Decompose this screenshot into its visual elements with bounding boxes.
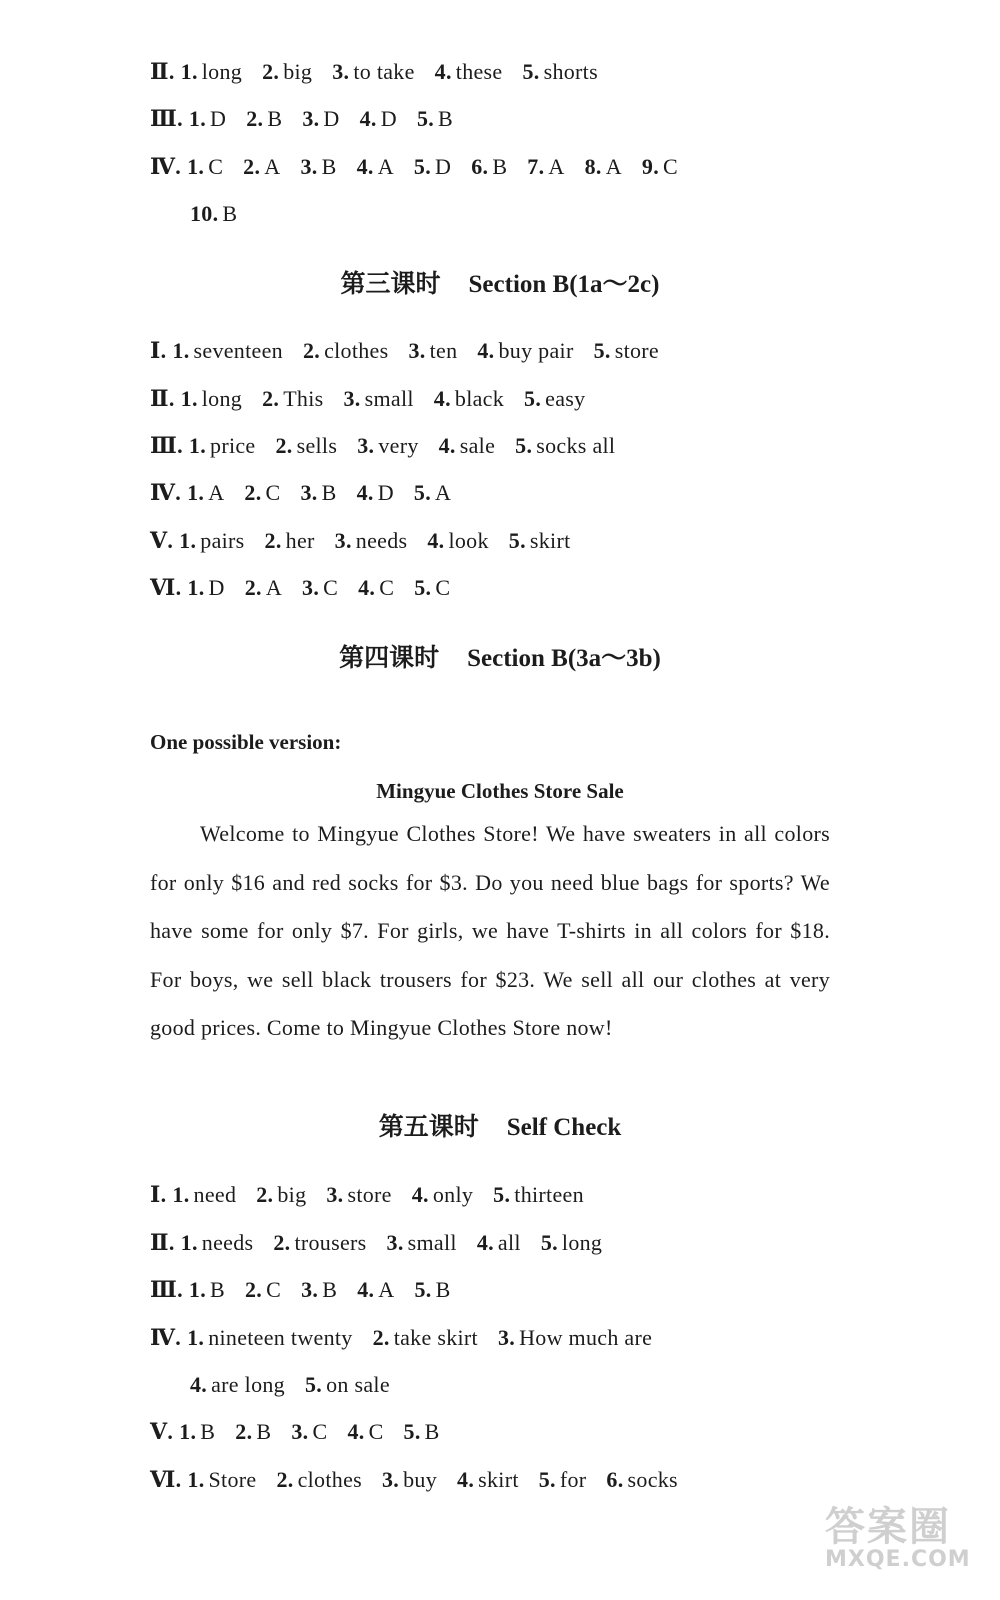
answer-text: small: [364, 386, 414, 411]
answer-item: [187, 154, 223, 179]
answer-number: 1.: [187, 154, 205, 179]
answer-text: skirt: [478, 1467, 519, 1492]
answer-number: 1.: [188, 1277, 207, 1302]
answer-item: [498, 1325, 652, 1350]
top-row-2: [150, 58, 618, 86]
answer-number: 2.: [243, 154, 261, 179]
answer-text: price: [210, 433, 256, 458]
top-row-4: [150, 153, 698, 181]
answer-text: C: [323, 575, 339, 600]
answer-item: [493, 1182, 584, 1207]
roman-numeral: Ⅲ.: [150, 433, 183, 458]
answer-text: skirt: [529, 528, 571, 553]
answer-number: 3.: [497, 1325, 516, 1350]
answer-number: 2.: [262, 386, 280, 411]
answer-text: for: [559, 1467, 587, 1492]
answer-text: A: [435, 480, 452, 505]
answer-number: 5.: [515, 433, 533, 458]
answer-number: 4.: [477, 338, 495, 363]
essay-body: Welcome to Mingyue Clothes Store! We have sweaters in all colors for only $16 and red socks for $3. Do you need blue bags for sports? We have some for only $7. For girls, we have T-shirts in all colors for $18. For boys, we sell black trousers for $23. We sell all our clothes at very good prices. Come to Mingyue Clothes Store now!: [150, 821, 830, 1040]
answer-number: 1.: [188, 433, 207, 458]
answer-text: all: [497, 1230, 521, 1255]
answer-number: 2.: [244, 480, 262, 505]
answer-text: D: [208, 575, 225, 600]
roman-numeral: Ⅳ.: [150, 480, 182, 505]
answer-number: 4.: [433, 386, 451, 411]
answer-number: 5.: [413, 480, 431, 505]
section4-heading-cn: 第四课时: [339, 643, 440, 672]
answer-text: C: [663, 154, 679, 179]
answer-item: [273, 1230, 366, 1255]
essay-title: Mingyue Clothes Store Sale: [376, 779, 624, 803]
answer-item: [606, 1467, 678, 1492]
answer-number: 4.: [457, 1467, 475, 1492]
answer-item: [344, 386, 414, 411]
answer-number: 4.: [356, 154, 374, 179]
answer-item: [541, 1230, 602, 1255]
roman-numeral: Ⅰ.: [150, 338, 167, 363]
answer-text: C: [266, 1277, 282, 1302]
answer-text: C: [379, 575, 395, 600]
answer-text: are long: [211, 1372, 285, 1397]
roman-numeral: Ⅱ.: [150, 1230, 175, 1255]
answer-text: A: [264, 154, 281, 179]
answer-number: 5.: [493, 1182, 511, 1207]
answer-number: 1.: [180, 1230, 198, 1255]
answer-item: [477, 338, 573, 363]
answer-item: [427, 528, 488, 553]
answer-item: [244, 480, 280, 505]
section3-row-3: [150, 432, 635, 460]
answer-item: [190, 1372, 285, 1397]
roman-numeral: Ⅳ.: [150, 1325, 182, 1350]
answer-item: [301, 1277, 337, 1302]
answer-item: [404, 1419, 440, 1444]
answer-text: socks all: [536, 433, 616, 458]
answer-item: [412, 1182, 473, 1207]
answer-text: D: [323, 106, 340, 131]
answer-text: store: [347, 1182, 392, 1207]
answer-item: [303, 338, 389, 363]
answer-item: [189, 433, 256, 458]
answer-text: This: [283, 386, 324, 411]
answer-item: [181, 386, 242, 411]
answer-text: big: [283, 59, 313, 84]
section5-row-6: [150, 1466, 698, 1494]
answer-text: D: [377, 480, 394, 505]
answer-text: store: [614, 338, 659, 363]
answer-number: 3.: [301, 1277, 319, 1302]
answer-item: [235, 1419, 271, 1444]
answer-number: 4.: [411, 1182, 429, 1207]
answer-text: long: [561, 1230, 603, 1255]
answer-text: D: [435, 154, 452, 179]
answer-item: [382, 1467, 437, 1492]
answer-number: 3.: [343, 386, 361, 411]
answer-item: [515, 433, 615, 458]
answer-item: [594, 338, 659, 363]
answer-item: [358, 575, 394, 600]
answer-item: [373, 1325, 478, 1350]
answer-text: B: [210, 1277, 225, 1302]
answer-text: B: [492, 154, 508, 179]
answer-number: 5.: [414, 575, 432, 600]
answer-item: [439, 433, 496, 458]
answer-number: 4.: [356, 480, 374, 505]
answer-item: [414, 480, 451, 505]
answer-number: 2.: [264, 528, 282, 553]
section5-heading: [0, 1111, 1000, 1144]
answer-text: clothes: [324, 338, 389, 363]
answer-item: [305, 1372, 390, 1397]
answer-text: pairs: [200, 528, 245, 553]
roman-numeral: Ⅳ.: [150, 154, 182, 179]
answer-number: 1.: [180, 59, 198, 84]
answer-item: [457, 1467, 519, 1492]
answer-text: B: [256, 1419, 272, 1444]
answer-number: 1.: [187, 480, 205, 505]
answer-text: C: [265, 480, 281, 505]
section4-heading-en: Section B(3a～3b): [467, 645, 661, 672]
answer-text: B: [267, 106, 283, 131]
answer-number: 5.: [522, 59, 540, 84]
roman-numeral: Ⅲ.: [150, 106, 183, 131]
possible-version-label: One possible version:: [150, 730, 342, 754]
answer-item: [585, 154, 622, 179]
answer-item: [527, 154, 564, 179]
answer-text: sale: [459, 433, 496, 458]
answer-text: B: [321, 480, 337, 505]
answer-number: 4.: [357, 1277, 375, 1302]
answer-number: 5.: [538, 1467, 556, 1492]
answer-item: [387, 1230, 457, 1255]
answer-number: 3.: [300, 480, 318, 505]
answer-number: 4.: [347, 1419, 365, 1444]
answer-item: [291, 1419, 327, 1444]
answer-item: [187, 480, 224, 505]
section3-row-6: [150, 574, 470, 602]
answer-number: 2.: [275, 433, 293, 458]
answer-item: [265, 528, 315, 553]
answer-item: [414, 575, 450, 600]
answer-item: [357, 154, 394, 179]
answer-item: [246, 106, 282, 131]
answer-text: black: [454, 386, 505, 411]
answer-text: clothes: [297, 1467, 362, 1492]
answer-number: 10.: [190, 201, 219, 226]
answer-text: very: [378, 433, 419, 458]
section3-heading-en: Section B(1a～2c): [468, 271, 660, 298]
answer-number: 5.: [403, 1419, 421, 1444]
answer-text: buy: [403, 1467, 438, 1492]
watermark-url: MXQE.COM: [825, 1547, 971, 1572]
answer-text: A: [377, 154, 394, 179]
answer-text: needs: [201, 1230, 254, 1255]
answer-number: 1.: [188, 106, 207, 131]
answer-number: 1.: [180, 386, 198, 411]
answer-number: 4.: [190, 1372, 208, 1397]
answer-text: A: [605, 154, 622, 179]
answer-item: [262, 59, 312, 84]
answer-number: 2.: [256, 1182, 274, 1207]
answer-text: A: [378, 1277, 395, 1302]
answer-item: [302, 106, 339, 131]
answer-text: C: [312, 1419, 328, 1444]
answer-number: 4.: [358, 575, 376, 600]
answer-item: [172, 338, 283, 363]
answer-text: nineteen twenty: [208, 1325, 353, 1350]
section5-row-3: [150, 1276, 471, 1304]
roman-numeral: Ⅴ.: [150, 1419, 174, 1444]
answer-number: 1.: [187, 575, 205, 600]
answer-text: B: [322, 1277, 338, 1302]
answer-number: 9.: [641, 154, 660, 179]
section3-heading-cn: 第三课时: [340, 269, 441, 298]
answer-item: [302, 575, 338, 600]
answer-number: 6.: [606, 1467, 624, 1492]
answer-number: 7.: [527, 154, 545, 179]
answer-number: 5.: [540, 1230, 558, 1255]
top-row-4-cont: [190, 200, 257, 228]
roman-numeral: Ⅵ.: [150, 1467, 182, 1492]
roman-numeral: Ⅱ.: [150, 386, 175, 411]
answer-number: 3.: [408, 338, 426, 363]
answer-item: [509, 528, 571, 553]
answer-item: [181, 59, 242, 84]
answer-text: socks: [627, 1467, 678, 1492]
answer-text: needs: [355, 528, 408, 553]
answer-number: 2.: [276, 1467, 294, 1492]
answer-text: long: [201, 59, 243, 84]
answer-text: Store: [208, 1467, 257, 1492]
answer-item: [300, 480, 336, 505]
section5-heading-en: Self Check: [506, 1114, 622, 1141]
answer-item: [256, 1182, 306, 1207]
answer-item: [262, 386, 323, 411]
answer-text: buy pair: [498, 338, 574, 363]
answer-item: [471, 154, 507, 179]
section3-row-1: [150, 337, 679, 365]
answer-item: [189, 106, 226, 131]
answer-text: thirteen: [514, 1182, 584, 1207]
answer-text: need: [193, 1182, 237, 1207]
answer-item: [187, 1325, 353, 1350]
answer-number: 3.: [291, 1419, 309, 1444]
answer-number: 3.: [302, 106, 320, 131]
roman-numeral: Ⅱ.: [150, 59, 175, 84]
roman-numeral: Ⅴ.: [150, 528, 174, 553]
answer-item: [172, 1182, 236, 1207]
answer-text: B: [321, 154, 337, 179]
answer-text: B: [435, 1277, 451, 1302]
answer-text: trousers: [294, 1230, 367, 1255]
section5-row-4: [150, 1324, 672, 1352]
answer-text: shorts: [543, 59, 598, 84]
answer-number: 3.: [334, 528, 352, 553]
answer-item: [408, 338, 457, 363]
answer-number: 4.: [359, 106, 377, 131]
answer-number: 2.: [302, 338, 321, 363]
answer-number: 1.: [187, 1467, 205, 1492]
answer-item: [179, 1419, 215, 1444]
answer-item: [360, 106, 397, 131]
answer-number: 5.: [416, 106, 435, 131]
answer-number: 6.: [471, 154, 489, 179]
answer-item: [187, 1467, 256, 1492]
answer-number: 3.: [332, 59, 350, 84]
watermark-logo-text: 答案圈: [825, 1504, 951, 1550]
roman-numeral: Ⅰ.: [150, 1182, 167, 1207]
answer-text: B: [438, 106, 454, 131]
answer-number: 5.: [524, 386, 542, 411]
answer-item: [181, 1230, 254, 1255]
answer-number: 1.: [179, 528, 197, 553]
answer-text: small: [407, 1230, 457, 1255]
answer-item: [357, 1277, 394, 1302]
answer-item: [332, 59, 414, 84]
answer-number: 4.: [438, 433, 456, 458]
answer-number: 5.: [304, 1372, 323, 1397]
answer-item: [275, 433, 337, 458]
answer-number: 3.: [386, 1230, 404, 1255]
answer-number: 3.: [326, 1182, 344, 1207]
answer-text: big: [277, 1182, 307, 1207]
answer-text: A: [208, 480, 225, 505]
answer-text: D: [210, 106, 227, 131]
answer-item: [524, 386, 585, 411]
answer-text: to take: [353, 59, 415, 84]
answer-number: 2.: [262, 59, 280, 84]
answer-number: 1.: [172, 1182, 190, 1207]
answer-text: seventeen: [193, 338, 283, 363]
answer-item: [276, 1467, 362, 1492]
answer-text: sells: [296, 433, 338, 458]
top-row-3: [150, 105, 473, 133]
answer-text: A: [265, 575, 283, 600]
answer-text: take skirt: [393, 1325, 478, 1350]
answer-text: long: [201, 386, 243, 411]
answer-number: 4.: [427, 528, 445, 553]
answer-text: on sale: [326, 1372, 390, 1397]
answer-item: [300, 154, 336, 179]
section5-row-4-cont: [190, 1371, 410, 1399]
answer-number: 3.: [357, 433, 375, 458]
answer-text: A: [548, 154, 565, 179]
answer-item: [477, 1230, 521, 1255]
answer-number: 3.: [300, 154, 318, 179]
answer-text: C: [368, 1419, 384, 1444]
answer-number: 4.: [476, 1230, 494, 1255]
answer-text: D: [380, 106, 397, 131]
answer-number: 3.: [302, 575, 320, 600]
answer-item: [434, 386, 504, 411]
answer-text: look: [448, 528, 489, 553]
answer-number: 2.: [246, 106, 264, 131]
answer-text: C: [435, 575, 451, 600]
answer-number: 4.: [434, 59, 452, 84]
answer-text: B: [222, 201, 238, 226]
answer-item: [245, 1277, 281, 1302]
section3-row-2: [150, 385, 605, 413]
site-watermark: [825, 1495, 985, 1595]
answer-number: 2.: [235, 1419, 253, 1444]
answer-item: [190, 201, 237, 226]
answer-item: [335, 528, 408, 553]
answer-item: [435, 59, 503, 84]
answer-number: 8.: [584, 154, 602, 179]
answer-number: 1.: [172, 338, 190, 363]
answer-item: [179, 528, 244, 553]
answer-number: 2.: [245, 1277, 263, 1302]
answer-number: 2.: [372, 1325, 390, 1350]
answer-text: easy: [545, 386, 586, 411]
answer-number: 1.: [187, 1325, 205, 1350]
section5-row-1: [150, 1181, 604, 1209]
section4-heading: [0, 642, 1000, 675]
answer-text: these: [455, 59, 503, 84]
section5-row-5: [150, 1418, 460, 1446]
section3-row-5: [150, 527, 591, 555]
answer-text: B: [200, 1419, 216, 1444]
section3-row-4: [150, 479, 471, 507]
answer-item: [414, 154, 451, 179]
answer-item: [326, 1182, 391, 1207]
section5-heading-cn: 第五课时: [378, 1112, 479, 1141]
roman-numeral: Ⅲ.: [150, 1277, 183, 1302]
answer-item: [347, 1419, 383, 1444]
answer-number: 5.: [508, 528, 526, 553]
answer-number: 5.: [414, 1277, 432, 1302]
answer-text: C: [208, 154, 224, 179]
section5-row-2: [150, 1229, 622, 1257]
answer-item: [357, 480, 394, 505]
answer-item: [417, 106, 453, 131]
answer-item: [415, 1277, 451, 1302]
section3-heading: [0, 268, 1000, 301]
answer-number: 1.: [179, 1419, 197, 1444]
roman-numeral: Ⅵ.: [150, 575, 182, 600]
answer-number: 2.: [244, 575, 262, 600]
answer-text: only: [432, 1182, 474, 1207]
answer-number: 3.: [382, 1467, 400, 1492]
answer-text: ten: [429, 338, 458, 363]
answer-text: B: [424, 1419, 440, 1444]
answer-item: [539, 1467, 587, 1492]
answer-item: [243, 154, 280, 179]
answer-item: [189, 1277, 225, 1302]
answer-item: [642, 154, 678, 179]
answer-number: 5.: [413, 154, 431, 179]
answer-text: her: [285, 528, 315, 553]
answer-item: [187, 575, 224, 600]
answer-number: 2.: [273, 1230, 291, 1255]
answer-item: [357, 433, 418, 458]
answer-item: [522, 59, 597, 84]
answer-item: [245, 575, 282, 600]
answer-number: 5.: [593, 338, 611, 363]
answer-text: How much are: [519, 1325, 653, 1350]
